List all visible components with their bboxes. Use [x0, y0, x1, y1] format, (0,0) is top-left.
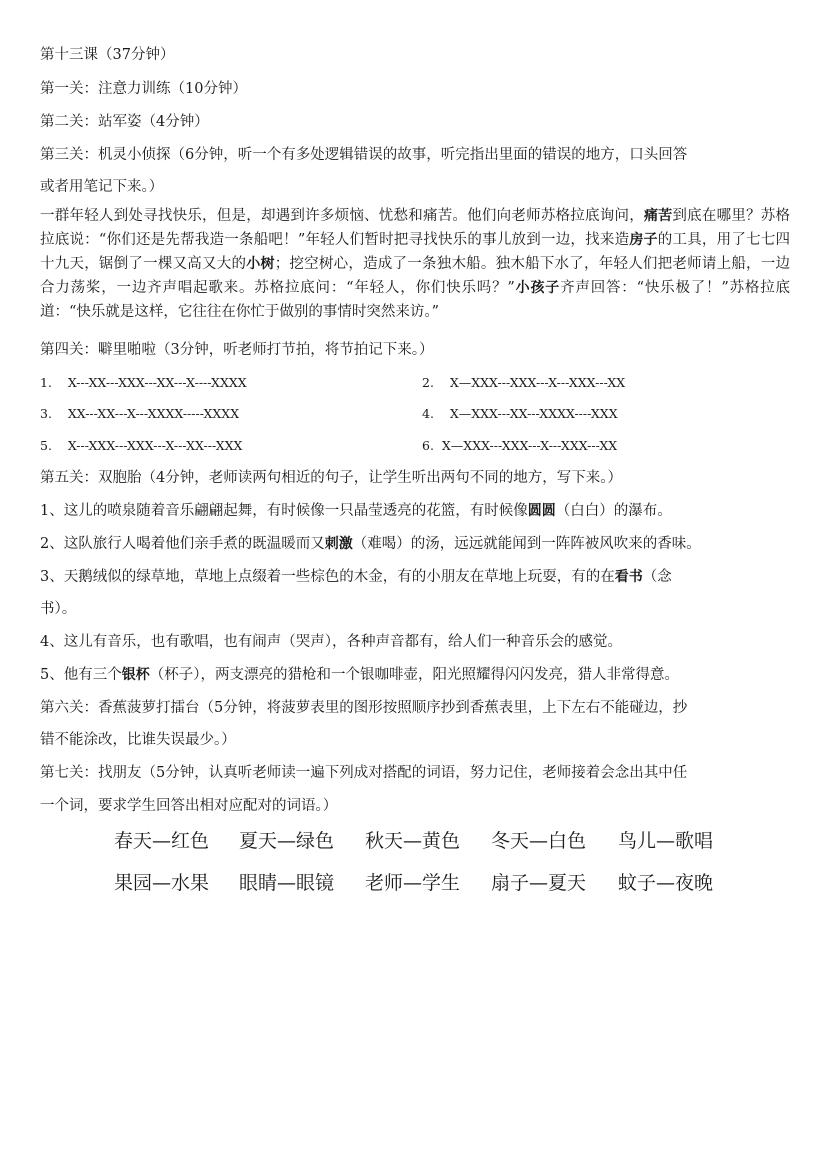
level-3-heading-line2: 或者用笔记下来。） [40, 179, 164, 195]
word-pair: 秋天—黄色 [365, 830, 461, 852]
word-pair: 蚊子—夜晚 [618, 872, 714, 894]
word-pair: 扇子—夏天 [491, 872, 587, 894]
level-1-heading: 第一关：注意力训练（10分钟） [40, 81, 247, 97]
sentence-1: 1、这儿的喷泉随着音乐翩翩起舞，有时候像一只晶莹透亮的花篮，有时候像圆圆（白白）的瀑布。 [40, 503, 672, 519]
level-7-heading-line1: 第七关：找朋友（5分钟，认真听老师读一遍下列成对搭配的词语，努力记住，老师接着会念出其中任 [40, 765, 688, 781]
story-text: 到底在哪里？苏格拉底说：“你们还是先帮我造一条船吧！”年轻人们暂时把寻找快乐的事儿放到一边，找来造 [40, 208, 791, 248]
rhythm-item: 6. X—XXX---XXX---X---XXX---XX [422, 438, 618, 453]
level-2-heading: 第二关：站军姿（4分钟） [40, 114, 209, 130]
sentence-2: 2、这队旅行人喝着他们亲手煮的既温暖而又刺激（难喝）的汤，远远就能闻到一阵阵被风吹来的香味。 [40, 536, 701, 552]
lesson-title: 第十三课（37分钟） [40, 47, 175, 63]
word-pair: 冬天—白色 [491, 830, 587, 852]
story-text: 一群年轻人到处寻找快乐，但是，却遇到许多烦恼、忧愁和痛苦。他们向老师苏格拉底询问， [40, 208, 644, 224]
word-pair: 果园—水果 [114, 872, 210, 894]
sentence-3: 3、天鹅绒似的绿草地，草地上点缀着一些棕色的木金，有的小朋友在草地上玩耍，有的在看书（念 [40, 569, 672, 585]
level-7-heading-line2: 一个词，要求学生回答出相对应配对的词语。） [40, 798, 338, 814]
word-pair: 老师—学生 [365, 872, 461, 894]
rhythm-item: 2. X—XXX---XXX---X---XXX---XX [422, 375, 626, 390]
level-5-heading: 第五关：双胞胎（4分钟，老师读两句相近的句子，让学生听出两句不同的地方，写下来。） [40, 470, 622, 486]
rhythm-item: 5. X---XXX---XXX---X---XX---XXX [40, 438, 243, 453]
level-4-heading: 第四关：噼里啪啦（3分钟，听老师打节拍，将节拍记下来。） [40, 342, 434, 358]
story-keyword: 房子 [629, 232, 658, 248]
story-text: 齐声回答：“快乐极了！”苏格拉底道：“快乐就是这样，它往往在你忙于做别的事情时突然来访。” [40, 280, 791, 320]
story-keyword: 小孩子 [514, 280, 561, 296]
word-pair: 眼睛—眼镜 [239, 872, 335, 894]
story-keyword: 小树 [246, 256, 275, 272]
word-pair: 春天—红色 [114, 830, 210, 852]
story-text: 的工具，用了七七四十九天，锯倒了一棵又高又大的 [40, 232, 791, 272]
level-6-heading-line1: 第六关：香蕉菠萝打擂台（5分钟，将菠萝表里的图形按照顺序抄到香蕉表里，上下左右不能碰边，抄 [40, 700, 688, 716]
rhythm-item: 4. X—XXX---XX---XXXX----XXX [422, 406, 618, 421]
story-text: ；挖空树心，造成了一条独木船。独木船下水了，年轻人们把老师请上船，一边合力荡桨，一边齐声唱起歌来。苏格拉底问：“年轻人，你们快乐吗？” [40, 256, 791, 296]
level-6-heading-line2: 错不能涂改，比谁失误最少。） [40, 732, 236, 748]
sentence-5: 5、他有三个银杯（杯子），两支漂亮的猎枪和一个银咖啡壶，阳光照耀得闪闪发亮，猎人非常得意。 [40, 667, 679, 683]
word-pair: 鸟儿—歌唱 [618, 830, 714, 852]
story-paragraph [40, 204, 790, 324]
level-3-heading-line1: 第三关：机灵小侦探（6分钟，听一个有多处逻辑错误的故事，听完指出里面的错误的地方，口头回答 [40, 147, 688, 163]
sentence-3-cont: 书）。 [40, 601, 77, 617]
word-pair: 夏天—绿色 [239, 830, 335, 852]
rhythm-item: 1. X---XX---XXX---XX---X----XXXX [40, 375, 247, 390]
rhythm-item: 3. XX---XX---X---XXXX-----XXXX [40, 406, 240, 421]
story-keyword: 痛苦 [643, 208, 673, 224]
sentence-4: 4、这儿有音乐，也有歌唱，也有闹声（哭声），各种声音都有，给人们一种音乐会的感觉。 [40, 634, 622, 650]
